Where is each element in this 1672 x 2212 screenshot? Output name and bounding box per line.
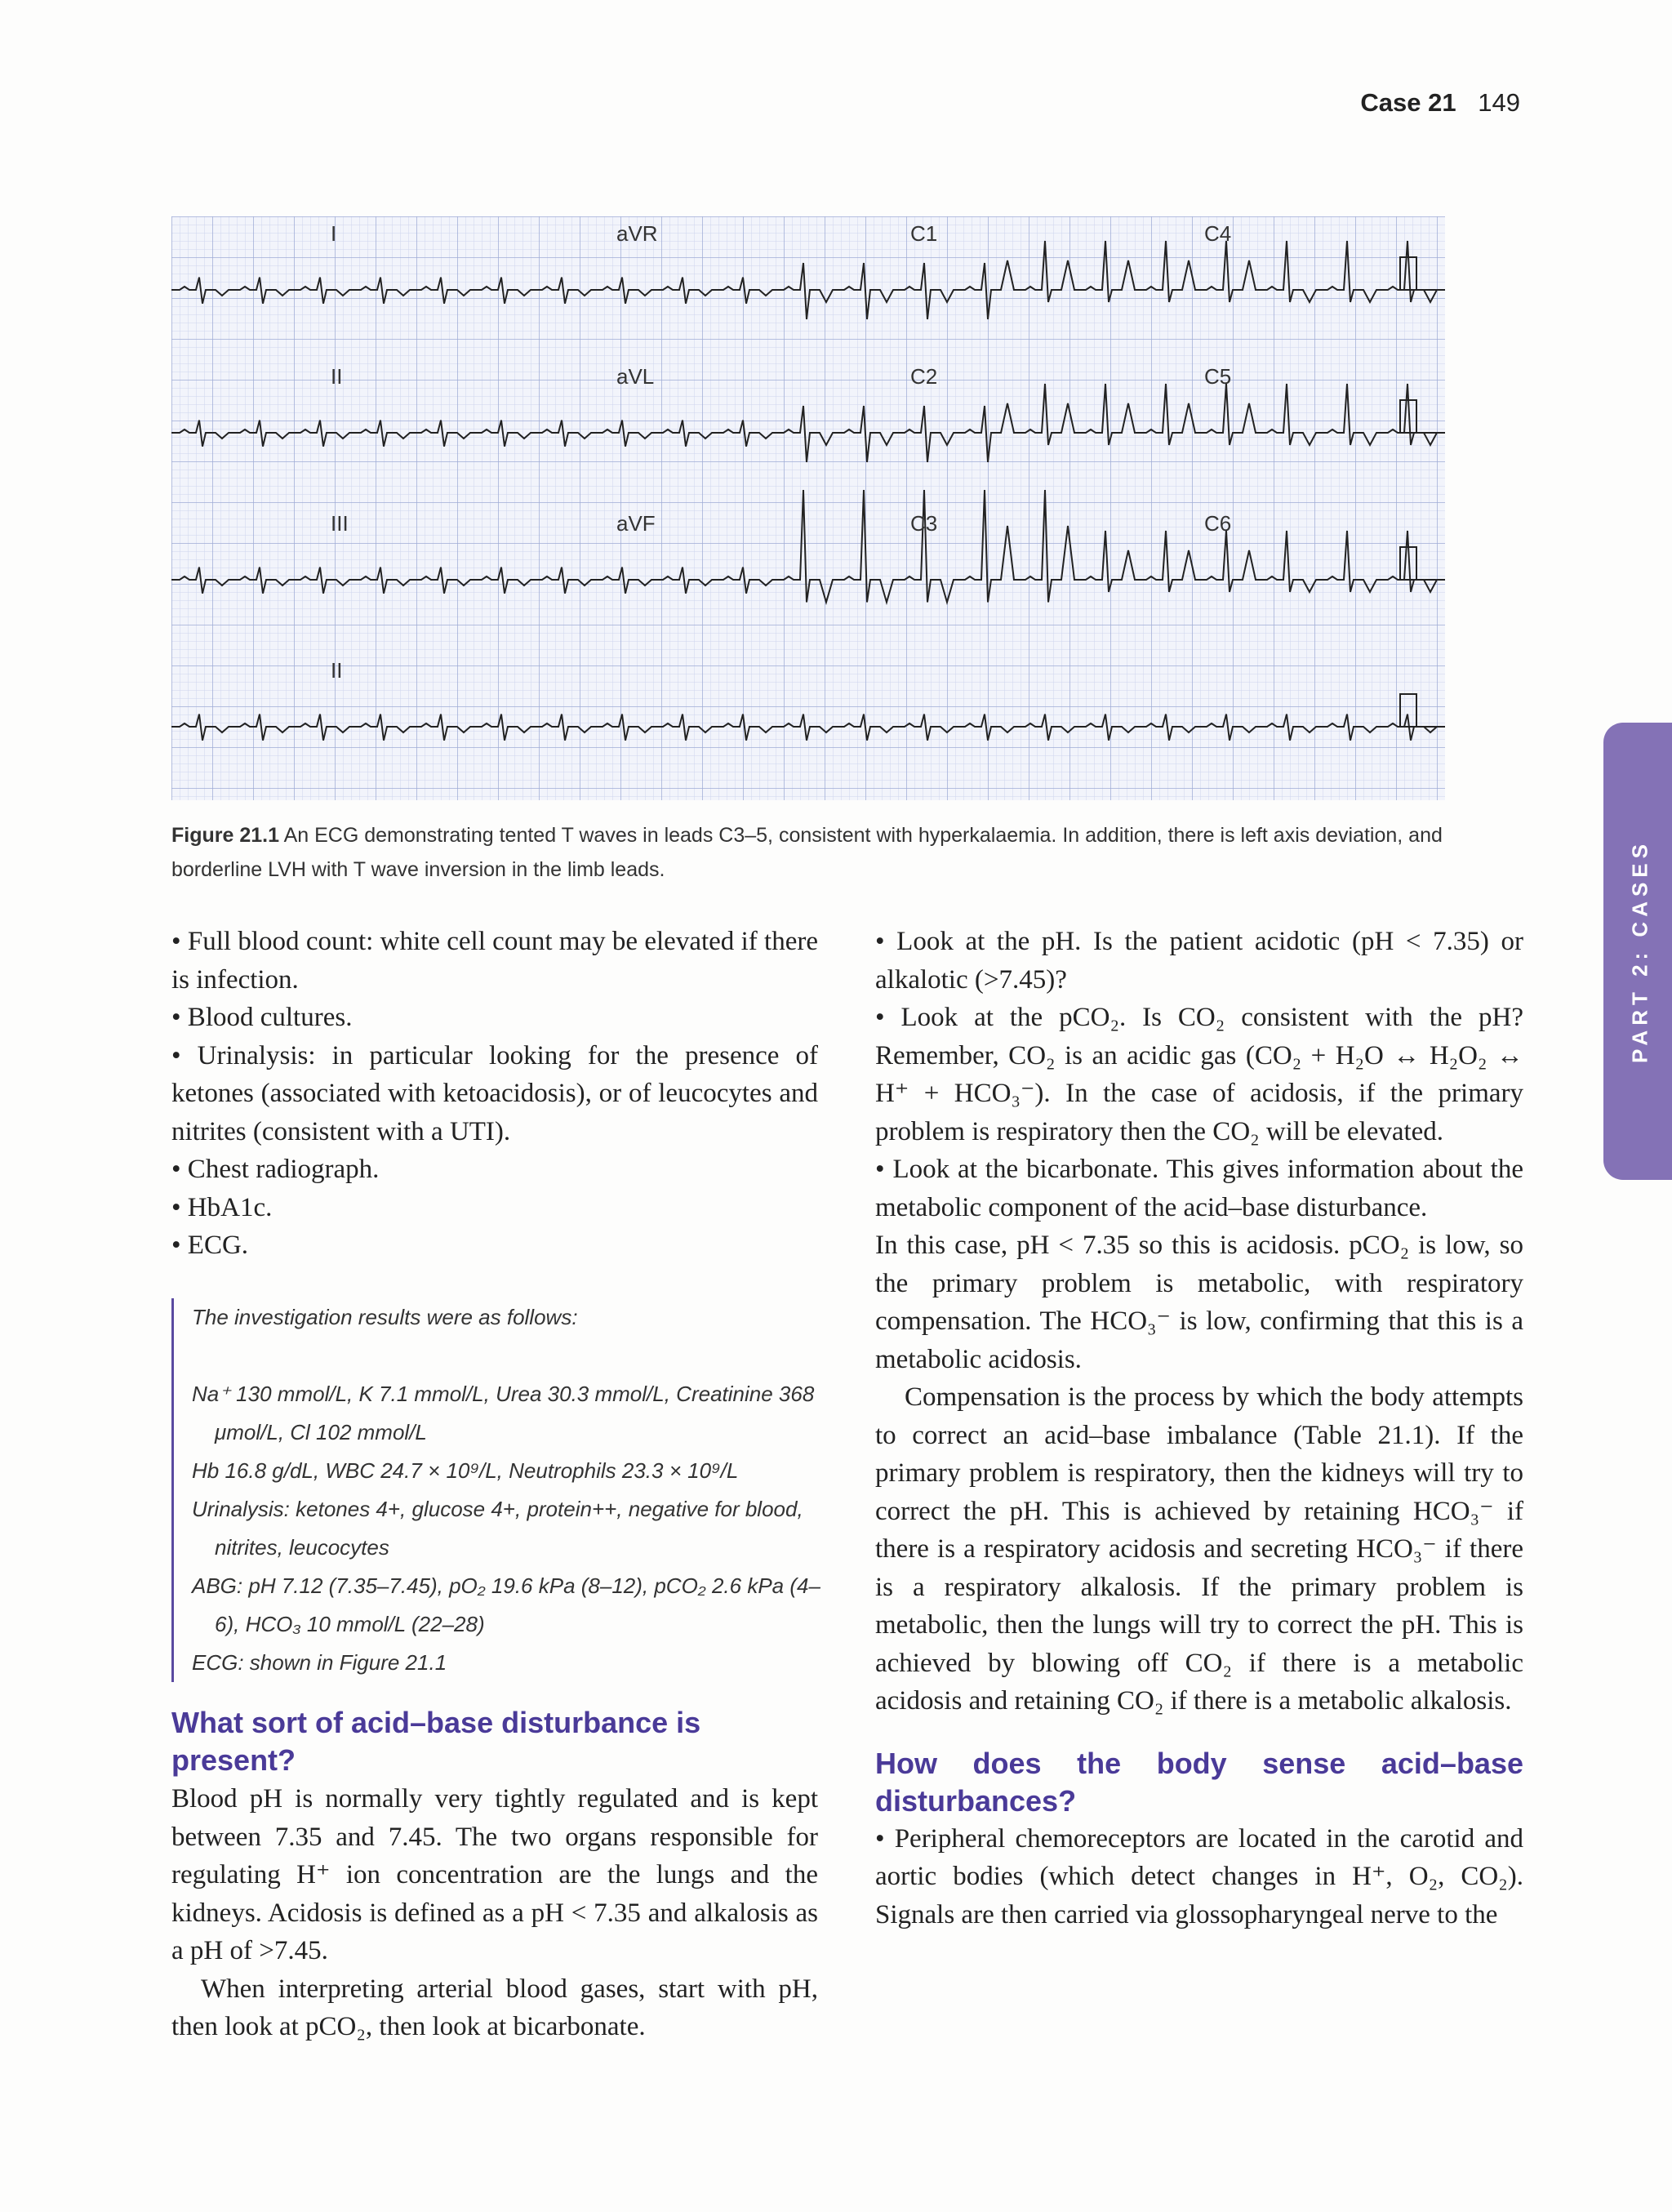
figure-caption: [171, 818, 1494, 887]
figure-label: Figure 21.1: [171, 824, 279, 847]
paragraph: Blood pH is normally very tightly regulated and is kept between 7.35 and 7.45. The two organs responsible for regulating H⁺ ion concentration are the lungs and the kidneys. Acidosis is defined as a pH < 7.35 and alkalosis as a pH of >7.45.: [171, 1784, 818, 1965]
section-side-tab: [1603, 723, 1672, 1180]
list-item: • Chest radiograph.: [171, 1155, 380, 1184]
list-item: • ECG.: [171, 1231, 249, 1260]
ecg-lead-label: C5: [1204, 364, 1232, 389]
ecg-lead-label: aVF: [616, 511, 656, 536]
result-line: Urinalysis: ketones 4+, glucose 4+, protein++, negative for blood, nitrites, leucocytes: [192, 1497, 803, 1560]
ecg-lead-label: C1: [910, 221, 938, 246]
ecg-lead-label: aVR: [616, 221, 658, 246]
list-item: • Blood cultures.: [171, 1003, 353, 1032]
results-intro: The investigation results were as follows:: [192, 1305, 578, 1329]
list-item: • HbA1c.: [171, 1192, 273, 1222]
ecg-lead-label: aVL: [616, 364, 655, 389]
ecg-lead-label: C6: [1204, 511, 1232, 536]
ecg-lead-label: C2: [910, 364, 938, 389]
list-item: • Look at the bicarbonate. This gives information about the metabolic component of the acid–base disturbance.: [875, 1155, 1523, 1222]
section-heading-sense: How does the body sense acid–base disturbances?: [875, 1746, 1523, 1818]
figure-caption-text: An ECG demonstrating tented T waves in leads C3–5, consistent with hyperkalaemia. In addition, there is left axis deviation, and borderline LVH with T wave inversion in the limb leads.: [171, 824, 1443, 881]
running-header: [1360, 88, 1520, 118]
paragraph: In this case, pH < 7.35 so this is acidosis. pCO₂ is low, so the primary problem is metabolic, with respiratory compensation. The HCO₃⁻ is low, confirming that this is a metabolic acidosis.: [875, 1231, 1523, 1374]
ecg-lead-label: II: [331, 364, 343, 389]
paragraph: Compensation is the process by which the body attempts to correct an acid–base imbalance (Table 21.1). If the primary problem is respiratory, then the kidneys will try to correct the pH. This is achieved by retaining HCO₃⁻ if there is a respiratory acidosis and secreting HCO₃⁻ if there is a respiratory alkalosis. If the primary problem is metabolic, then the lungs will try to correct the pH. This is achieved by blowing off CO₂ if there is a metabolic acidosis and retaining CO₂ if there is a metabolic alkalosis.: [875, 1382, 1523, 1716]
result-line: Hb 16.8 g/dL, WBC 24.7 × 10⁹/L, Neutrophils 23.3 × 10⁹/L: [192, 1458, 739, 1483]
left-column-bullets: [171, 923, 818, 1265]
side-tab-label: PART 2: CASES: [1627, 839, 1652, 1063]
right-column: [875, 923, 1523, 1934]
paragraph: When interpreting arterial blood gases, start with pH, then look at pCO₂, then look at bicarbonate.: [171, 1974, 818, 2041]
ecg-lead-label: C3: [910, 511, 938, 536]
ecg-lead-label: C4: [1204, 221, 1232, 246]
case-label: Case 21: [1360, 88, 1456, 117]
ecg-lead-label: I: [331, 221, 337, 246]
section-heading-acid-base: What sort of acid–base disturbance is present?: [171, 1706, 701, 1777]
ecg-lead-label: III: [331, 511, 349, 536]
left-body-text: [171, 1780, 818, 2046]
result-line: ABG: pH 7.12 (7.35–7.45), pO₂ 19.6 kPa (8–12), pCO₂ 2.6 kPa (4–6), HCO₃ 10 mmol/L (22–28): [192, 1573, 820, 1636]
list-item: • Look at the pH. Is the patient acidotic (pH < 7.35) or alkalotic (>7.45)?: [875, 927, 1523, 995]
result-line: Na⁺ 130 mmol/L, K 7.1 mmol/L, Urea 30.3 mmol/L, Creatinine 368 μmol/L, Cl 102 mmol/L: [192, 1382, 815, 1444]
investigation-results-box: [171, 1298, 838, 1682]
ecg-figure: [171, 216, 1445, 800]
list-item: • Look at the pCO₂. Is CO₂ consistent with the pH? Remember, CO₂ is an acidic gas (CO₂ + H₂O ↔ H₂O₂ ↔ H⁺ + HCO₃⁻). In the case of acidosis, if the primary problem is respiratory then the CO₂ will be elevated.: [875, 1003, 1523, 1146]
list-item: • Full blood count: white cell count may be elevated if there is infection.: [171, 927, 818, 995]
result-line: ECG: shown in Figure 21.1: [192, 1650, 447, 1675]
list-item: • Peripheral chemoreceptors are located in the carotid and aortic bodies (which detect changes in H⁺, O₂, CO₂). Signals are then carried via glossopharyngeal nerve to the: [875, 1823, 1523, 1929]
page-number: 149: [1478, 88, 1520, 117]
ecg-trace-image: [171, 216, 1445, 800]
list-item: • Urinalysis: in particular looking for the presence of ketones (associated with ketoacidosis), or of leucocytes and nitrites (consistent with a UTI).: [171, 1040, 818, 1146]
ecg-lead-label: II: [331, 658, 343, 683]
